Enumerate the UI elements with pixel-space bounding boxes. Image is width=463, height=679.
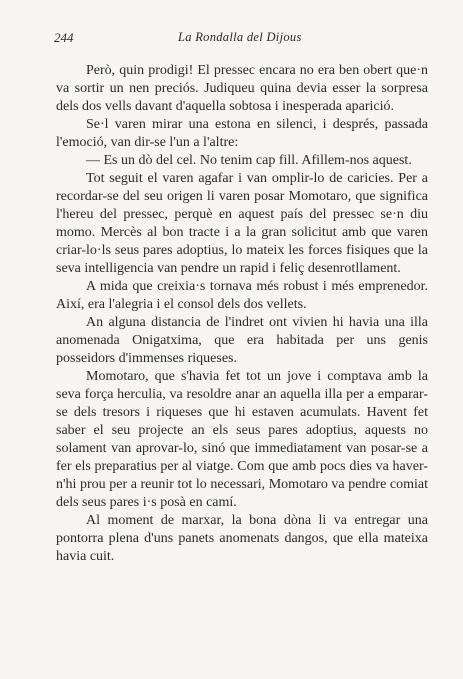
paragraph-2: Se·l varen mirar una estona en silenci, i després, passada l'emoció, van dir-se l'un a l'altre: <box>56 117 428 150</box>
running-title: La Rondalla del Dijous <box>178 30 302 44</box>
paragraph-5: A mida que creixia·s tornava més robust i més emprenedor. Així, era l'alegria i el consol dels dos vellets. <box>56 279 428 312</box>
paragraph-6: An alguna distancia de l'indret ont vivien hi havia una illa anomenada Onigatxima, que era habitada per uns genis posseidors d'immenses riqueses. <box>56 315 428 366</box>
paragraph-7: Momotaro, que s'havia fet tot un jove i comptava amb la seva força herculia, va resoldre anar an aquella illa per a emparar-se dels tresors i riqueses que hi estaven acumulats. Havent fet saber el seu projecte an els seus pares adoptius, aquests no solament van aprovar-lo, sinó que immediatament van posar-se a fer els preparatius per al viatge. Com que amb pocs dies va haver-n'hi prou per a reunir tot lo necessari, Momotaro va pendre comiat dels seus pares i·s posà en camí. <box>56 369 428 510</box>
paragraph-1: Però, quin prodigi! El pressec encara no era ben obert que·n va sortir un nen preciós. Judiqueu quina devia esser la sorpresa dels dos vells davant d'aquella sobtosa i inesperada aparició. <box>56 63 428 114</box>
paragraph-8: Al moment de marxar, la bona dòna li va entregar una pontorra plena d'uns panets anomenats dangos, que ella mateixa havia cuit. <box>56 513 428 564</box>
page-number: 244 <box>54 30 74 45</box>
page-header <box>54 30 423 48</box>
paragraph-3: — Es un dò del cel. No tenim cap fill. Afillem-nos aquest. <box>86 153 412 168</box>
page-body <box>56 62 428 566</box>
paragraph-4: Tot seguit el varen agafar i van omplir-lo de caricies. Per a recordar-se del seu origen li varen posar Momotaro, que significa l'hereu del pressec, perquè en aquest país del pressec se·n diu momo. Mercès al bon tracte i a la gran solicitut amb que varen criar-lo·ls seus pares adoptius, lo mateix les forces fisiques que la seva intelligencia van pendre un rapid i feliç desenrotllament. <box>56 171 428 276</box>
